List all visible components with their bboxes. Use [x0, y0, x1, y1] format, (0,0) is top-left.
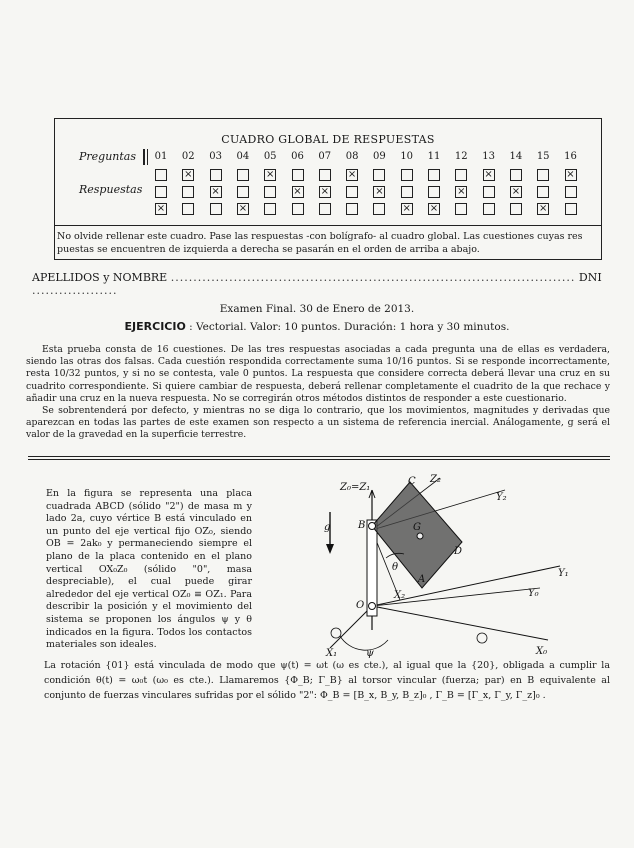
answer-checkbox[interactable] — [537, 169, 549, 181]
label-y0: Y₀ — [528, 588, 539, 599]
psi-arc — [340, 636, 388, 650]
center-g — [417, 533, 423, 539]
answer-checkbox[interactable] — [292, 169, 304, 181]
question-number: 14 — [509, 151, 523, 162]
name-line — [32, 271, 612, 297]
label-x0: X₀ — [536, 646, 548, 657]
question-number: 13 — [482, 151, 495, 162]
instructions-paragraph-1: Esta prueba consta de 16 cuestiones. De las tres respuestas asociadas a cada pregunta una de ellas es verdadera, siendo las otras dos falsas. Cada cuestión respondida correctamente suma 10/16 puntos. Si se responde incorrectamente, resta 10/32 puntos, y si no se contesta, vale 0 puntos. La respuesta que considere correcta deberá llevar una cruz en su cuadrito correspondiente. Si quiere cambiar de respuesta, deberá rellenar completamente el cuadrito de la que rechace y añadir una cruz en la nueva respuesta. No se corregirán otros métodos distintos de responder a este cuestionario. — [26, 344, 610, 404]
answer-checkbox[interactable] — [483, 203, 495, 215]
question-number: 15 — [536, 151, 550, 162]
exam-title: Examen Final. 30 de Enero de 2013. — [219, 303, 415, 315]
preguntas-label: Preguntas — [79, 150, 137, 163]
question-number: 06 — [291, 151, 304, 162]
problem-conditions: La rotación {01} está vinculada de modo que ψ(t) = ωt (ω es cte.), al igual que la {20}, obligada a cumplir la condición θ(t) = ω₀t (ω₀ es cte.). Llamaremos {Φ_B; Γ_B} al torsor vincular (fuerza; par) en B equivalente al conjunto de fuerzas vinculares sufridas por el sólido "2": Φ_B = [B_x, B_y, B_z]₀ , Γ_B = [Γ_x, Γ_y, Γ_z]₀ . — [44, 660, 610, 701]
problem-statement: En la figura se representa una placa cuadrada ABCD (sólido "2") de masa m y lado 2a, cuyo vértice B está vinculado en un punto del eje vertical fijo OZ₀, siendo OB = 2ak₀ y permaneciendo siempre el plano de la placa contenido en el plano vertical OX₀Z₀ (sólido "0", masa despreciable), el cual puede girar alrededor del eje vertical OZ₀ ≡ OZ₁. Para describir la posición y el movimiento del sistema se proponen los ángulos ψ y θ indicados en la figura. Todos los contactos materiales son ideales. — [46, 488, 252, 651]
answer-checkbox[interactable] — [182, 203, 194, 215]
label-o: O — [356, 600, 365, 611]
answer-checkbox[interactable] — [401, 186, 413, 198]
answer-checkbox[interactable] — [537, 186, 549, 198]
answer-checkbox[interactable] — [292, 203, 304, 215]
answer-checkbox[interactable] — [264, 203, 276, 215]
divider — [28, 456, 610, 457]
label-x2: X₂ — [394, 590, 406, 601]
label-d: D — [454, 546, 463, 557]
answer-checkbox[interactable]: × — [402, 203, 411, 214]
answer-checkbox[interactable] — [510, 169, 522, 181]
question-number: 05 — [263, 151, 277, 162]
answer-checkbox[interactable]: × — [320, 186, 329, 197]
label-y1: Y₁ — [558, 568, 569, 579]
answer-checkbox[interactable]: × — [347, 169, 357, 180]
grid-note: No olvide rellenar este cuadro. Pase las respuestas -con bolígrafo- al cuadro global. Las cuestiones cuyas res puestas se encuentren de izquierda a derecha se pasarán en el orden de arriba a abajo. — [55, 225, 601, 259]
answer-checkbox[interactable] — [565, 203, 577, 215]
answer-checkbox[interactable] — [565, 186, 577, 198]
grid-separator — [147, 149, 148, 165]
rotation-marker-10 — [477, 633, 487, 643]
divider — [28, 459, 610, 460]
question-number: 12 — [454, 151, 468, 162]
label-c: C — [408, 476, 416, 487]
answer-checkbox[interactable] — [401, 169, 413, 181]
answer-checkbox[interactable]: × — [293, 186, 302, 197]
answer-checkbox[interactable] — [319, 203, 331, 215]
answer-checkbox[interactable] — [373, 169, 385, 181]
question-number: 03 — [209, 151, 222, 162]
question-number: 10 — [400, 151, 414, 162]
point-o — [369, 603, 376, 610]
name-label: APELLIDOS y NOMBRE — [32, 271, 168, 284]
answer-checkbox[interactable]: × — [211, 186, 220, 197]
label-z2: Z₂ — [430, 474, 441, 485]
x1-axis — [330, 606, 372, 648]
vertical-post — [367, 520, 377, 616]
answer-checkbox[interactable] — [182, 186, 194, 198]
answer-checkbox[interactable]: × — [184, 169, 193, 180]
answer-checkbox[interactable] — [346, 186, 358, 198]
dni-label: DNI — [578, 271, 602, 284]
question-number: 16 — [564, 151, 577, 162]
answer-checkbox[interactable] — [373, 203, 385, 215]
question-number: 02 — [181, 151, 195, 162]
exercise-line — [0, 320, 634, 333]
grid-title: CUADRO GLOBAL DE RESPUESTAS — [221, 133, 435, 146]
grid-separator — [143, 149, 145, 165]
answer-checkbox[interactable]: × — [566, 169, 575, 180]
exercise-label: EJERCICIO — [124, 320, 186, 333]
answer-checkbox[interactable]: × — [457, 186, 466, 197]
name-field[interactable]: .......................................................................................... — [170, 271, 576, 284]
label-y2: Y₂ — [496, 492, 507, 503]
question-number: 08 — [345, 151, 359, 162]
question-number: 07 — [318, 151, 332, 162]
mechanism-figure — [300, 470, 610, 660]
answer-grid — [54, 118, 602, 260]
question-number: 04 — [236, 151, 250, 162]
question-number: 09 — [373, 151, 386, 162]
answer-checkbox[interactable] — [319, 169, 331, 181]
answer-checkbox[interactable] — [210, 203, 222, 215]
answer-checkbox[interactable] — [264, 186, 276, 198]
answer-checkbox[interactable] — [483, 186, 495, 198]
joint-b — [369, 523, 376, 530]
answer-checkbox[interactable]: × — [511, 186, 521, 197]
answer-checkbox[interactable] — [237, 186, 249, 198]
answer-checkbox[interactable] — [210, 169, 222, 181]
exercise-info: : Vectorial. Valor: 10 puntos. Duración: 1 hora y 30 minutos. — [189, 321, 510, 333]
answer-checkbox[interactable] — [428, 186, 440, 198]
answer-checkbox[interactable] — [455, 203, 467, 215]
instructions-paragraph-2: Se sobrentenderá por defecto, y mientras no se diga lo contrario, que los movimientos, magnitudes y derivadas que aparezcan en todas las partes de este examen son respecto a un sistema de referencia inercial. Análogamente, g será el valor de la gravedad en la superficie terrestre. — [26, 405, 610, 441]
answer-checkbox[interactable] — [455, 169, 467, 181]
answer-checkbox[interactable]: × — [429, 203, 439, 214]
label-x1: X₁ — [326, 648, 338, 659]
answer-checkbox[interactable] — [237, 169, 249, 181]
label-b: B — [358, 520, 366, 531]
answer-checkbox[interactable]: × — [265, 169, 275, 180]
answer-checkbox[interactable] — [155, 186, 167, 198]
question-number: 11 — [427, 151, 441, 162]
respuestas-label: Respuestas — [79, 183, 143, 196]
answer-checkbox[interactable] — [510, 203, 522, 215]
dni-field[interactable]: ................... — [32, 284, 118, 297]
label-a: A — [418, 574, 426, 585]
answer-checkbox[interactable]: × — [538, 203, 548, 214]
label-theta: θ — [392, 562, 399, 573]
answer-checkbox[interactable] — [428, 169, 440, 181]
label-g-center: G — [413, 522, 421, 533]
label-g: g — [324, 522, 331, 533]
rotation-marker-01 — [331, 628, 341, 638]
answer-checkbox[interactable]: × — [156, 203, 166, 214]
answer-checkbox[interactable] — [155, 169, 167, 181]
question-number: 01 — [154, 151, 168, 162]
answer-checkbox[interactable]: × — [375, 186, 384, 197]
answer-checkbox[interactable] — [346, 203, 358, 215]
answer-checkbox[interactable]: × — [238, 203, 248, 214]
x0-axis — [372, 606, 548, 640]
instructions — [26, 344, 610, 442]
answer-checkbox[interactable]: × — [484, 169, 493, 180]
label-psi: ψ — [366, 648, 374, 659]
label-z: Z₀=Z₁ — [340, 482, 371, 493]
